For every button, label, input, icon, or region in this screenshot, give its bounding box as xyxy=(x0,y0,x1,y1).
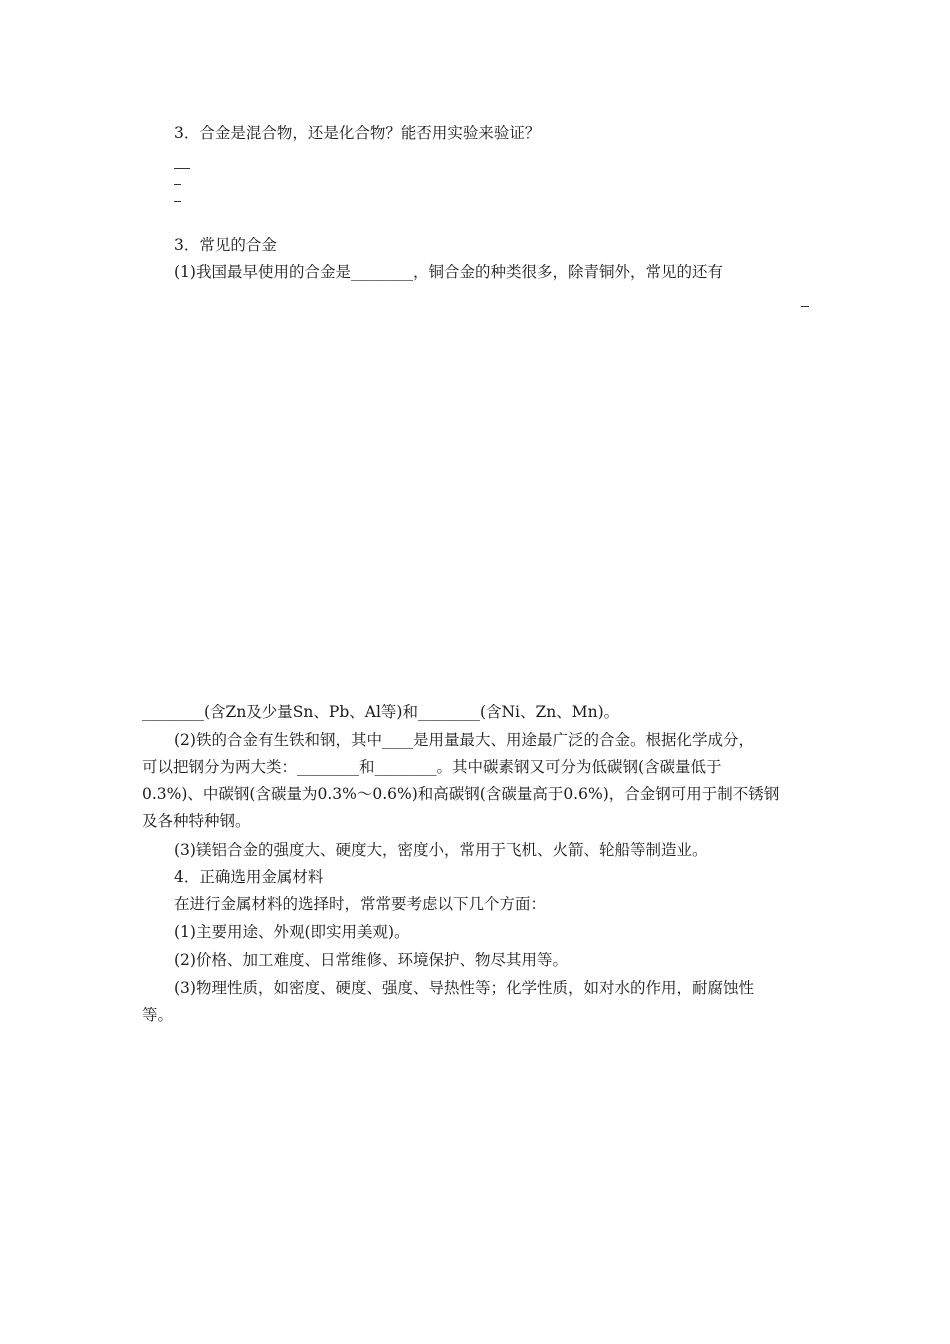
answer-blank-mark xyxy=(174,168,190,169)
answer-blank-mark xyxy=(174,184,181,185)
section-3-para-2-line-4: 及各种特种钢。 xyxy=(142,812,251,830)
section-3-para-2-line-1: (2)铁的合金有生铁和钢，其中____是用量最大、用途最广泛的合金。根据化学成分， xyxy=(174,731,754,749)
answer-blank-mark xyxy=(174,201,181,202)
section-4-intro: 在进行金属材料的选择时，常常要考虑以下几个方面： xyxy=(174,895,547,913)
section-3-para-2-line-2: 可以把钢分为两大类：________和________。其中碳素钢又可分为低碳钢(含碳量低于 xyxy=(142,758,722,776)
section-3-para-1-line-2: ________(含Zn及少量Sn、Pb、Al等)和________(含Ni、Zn、Mn)。 xyxy=(142,703,620,721)
section-4-item-2: (2)价格、加工难度、日常维修、环境保护、物尽其用等。 xyxy=(174,951,568,969)
question-3: 3．合金是混合物，还是化合物？能否用实验来验证？ xyxy=(174,124,541,142)
section-3-heading: 3．常见的合金 xyxy=(174,236,277,254)
section-4-item-3-line-1: (3)物理性质，如密度、硬度、强度、导热性等；化学性质，如对水的作用，耐腐蚀性 xyxy=(174,979,754,997)
section-3-para-1-line-1: (1)我国最早使用的合金是________，铜合金的种类很多，除青铜外，常见的还有 xyxy=(174,263,723,281)
page-break-mark xyxy=(801,306,809,307)
section-3-para-3: (3)镁铝合金的强度大、硬度大，密度小，常用于飞机、火箭、轮船等制造业。 xyxy=(174,841,708,859)
section-4-item-1: (1)主要用途、外观(即实用美观)。 xyxy=(174,923,410,941)
section-3-para-2-line-3: 0.3%)、中碳钢(含碳量为0.3%～0.6%)和高碳钢(含碳量高于0.6%)，合金钢可用于制不锈钢 xyxy=(142,785,780,803)
section-4-heading: 4．正确选用金属材料 xyxy=(174,868,324,886)
section-4-item-3-line-2: 等。 xyxy=(142,1006,174,1024)
